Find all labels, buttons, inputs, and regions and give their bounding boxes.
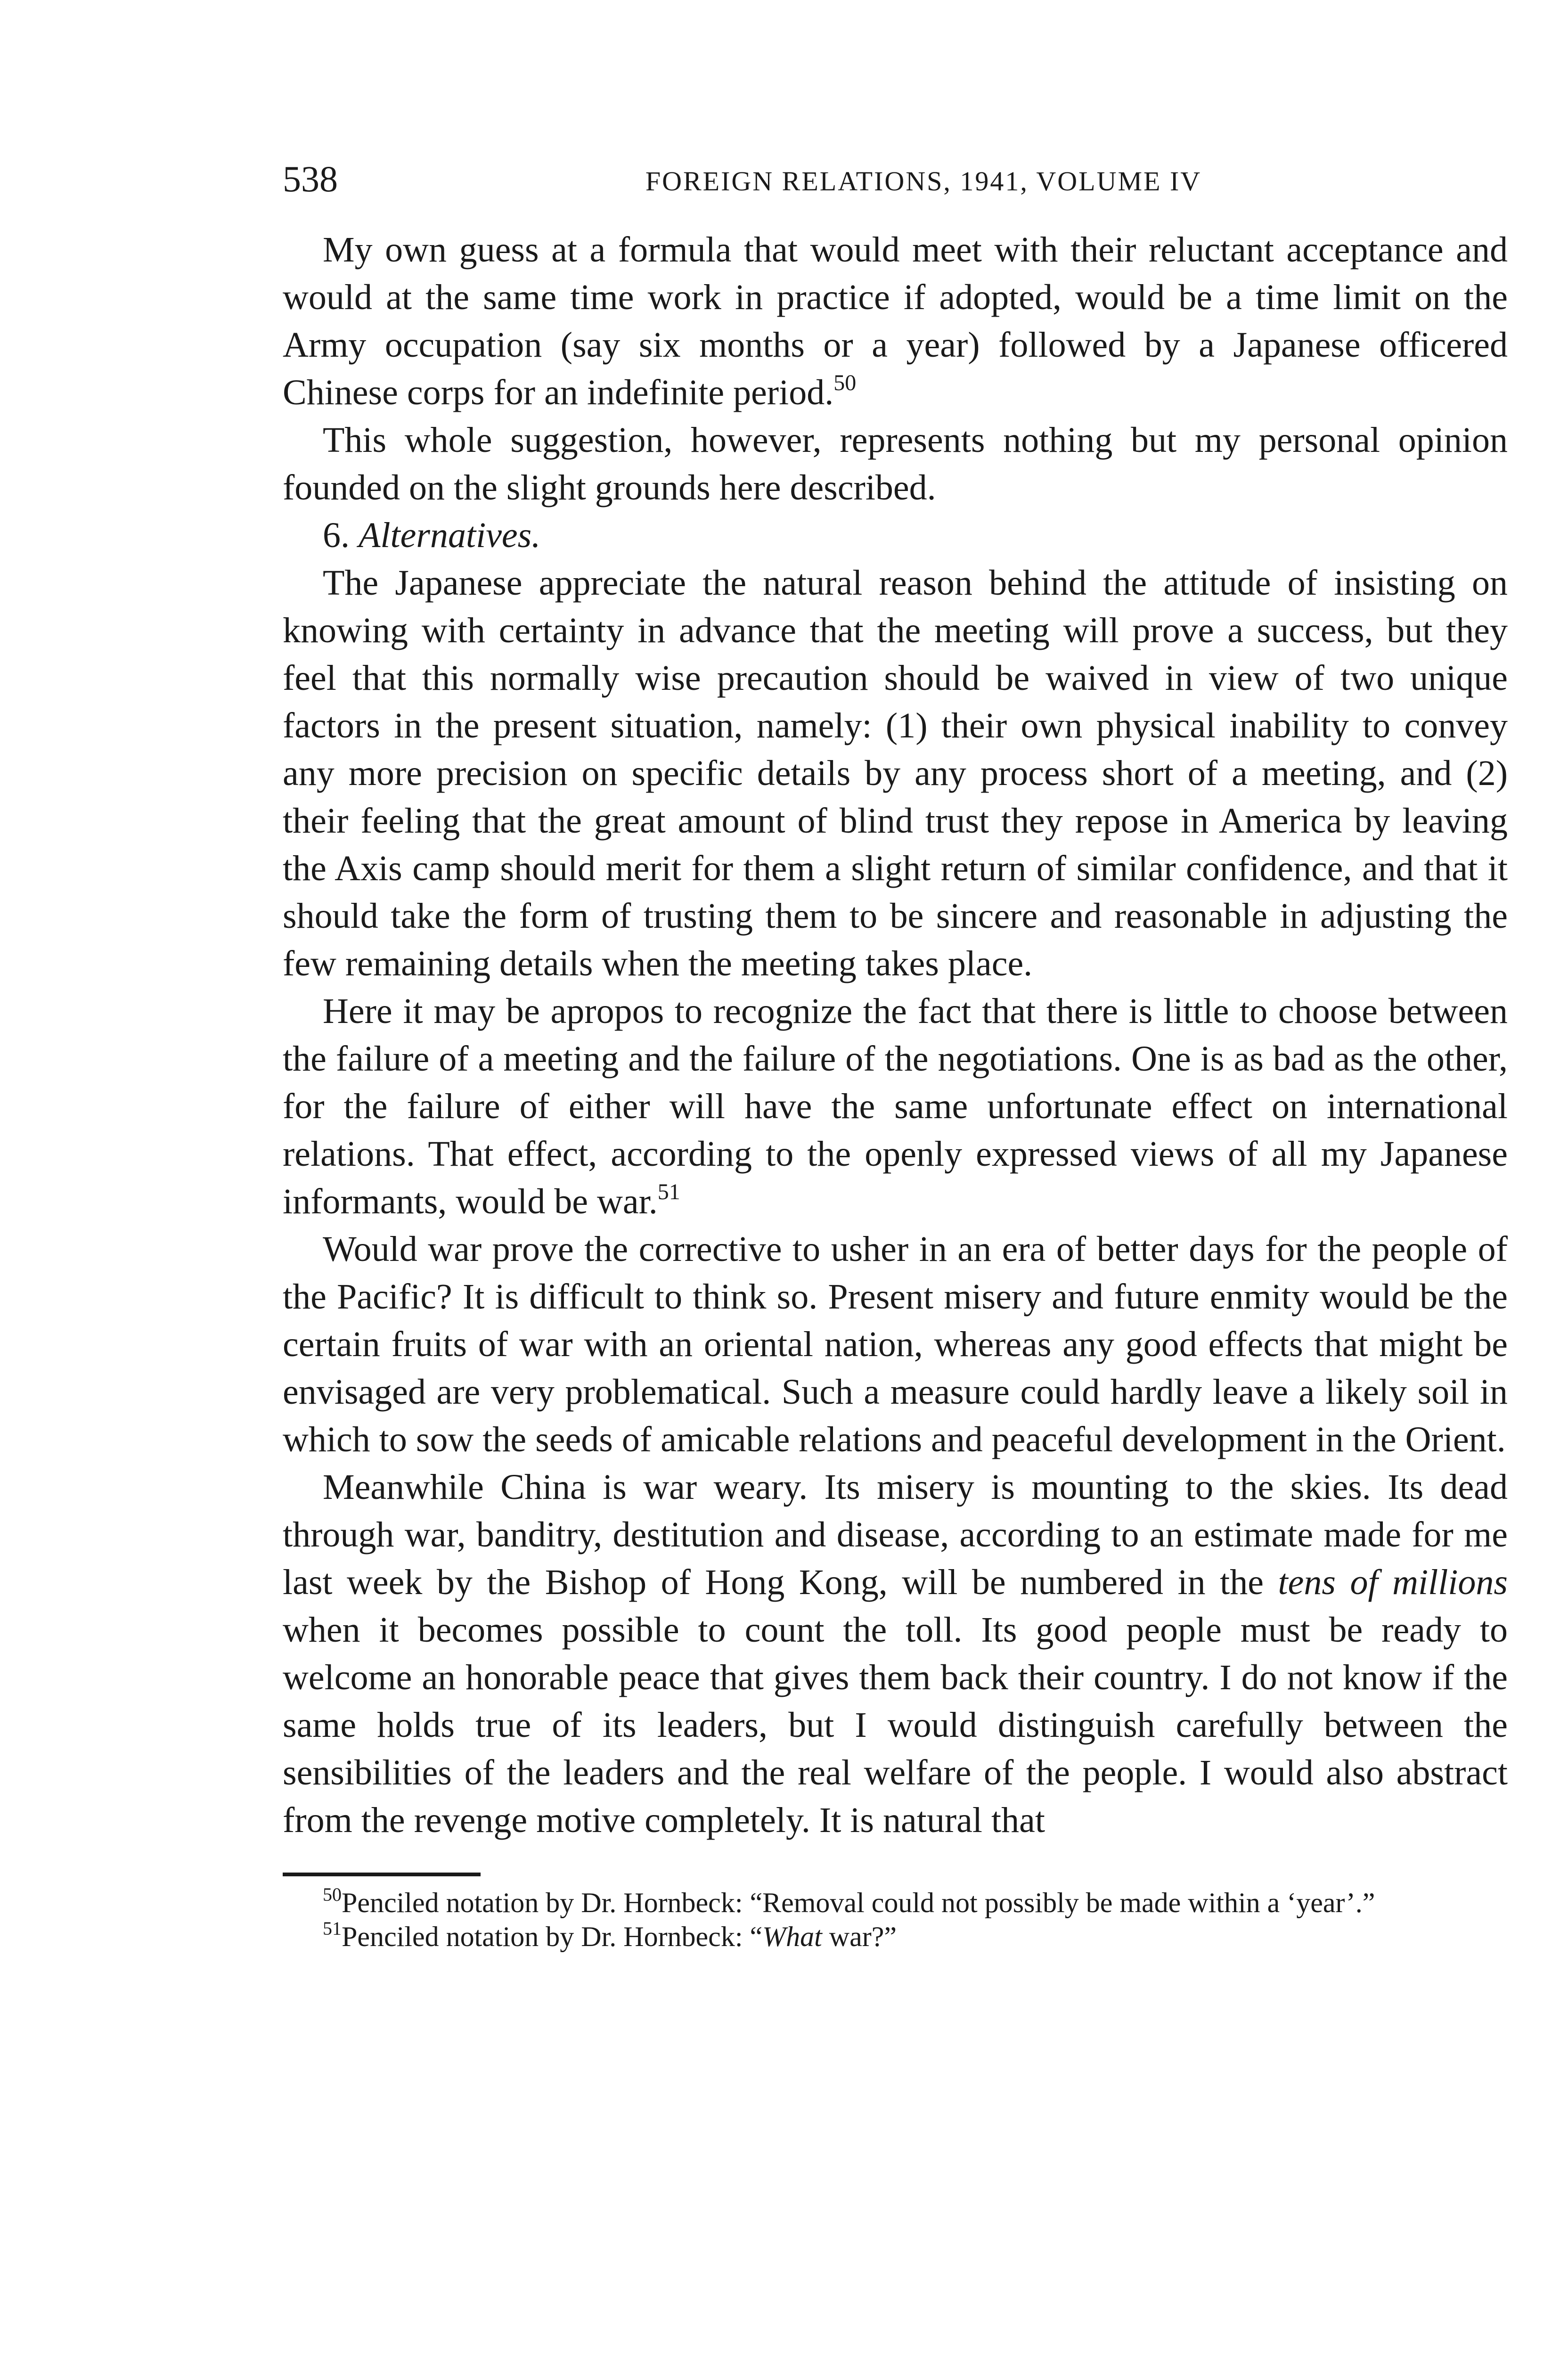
emphasis-tens-of-millions: tens of millions	[1278, 1562, 1508, 1602]
footnote-50-number: 50	[323, 1884, 342, 1905]
paragraph-suggestion: This whole suggestion, however, represents nothing but my personal opinion founded on the slight grounds here described.	[283, 420, 1508, 507]
running-head: FOREIGN RELATIONS, 1941, VOLUME IV	[645, 166, 1202, 196]
section-title: Alternatives.	[359, 515, 541, 555]
paragraph-formula: My own guess at a formula that would meet with their reluctant acceptance and would at the same time work in practice if adopted, would be a time limit on the Army occupation (say six months or a year) followed by a Japanese officered Chinese corps for an indefinite period.$^{50}$	[283, 230, 1508, 412]
footnote-rule	[283, 1873, 481, 1876]
footnotes	[283, 1886, 1508, 1954]
footnote-51-number: 51	[323, 1918, 342, 1939]
page-number: 538	[283, 158, 338, 199]
paragraph-japanese-appreciate: The Japanese appreciate the natural reason behind the attitude of insisting on knowing with certainty in advance that the meeting will prove a success, but they feel that this normally wise precaution should be waived in view of two unique factors in the present situation, namely: (1) their own physical inability to convey any more precision on specific details by any process short of a meeting, and (2) their feeling that the great amount of blind trust they repose in America by leaving the Axis camp should merit for them a slight return of similar confidence, and that it should take the form of trusting them to be sincere and reasonable in adjusting the few remaining details when the meeting takes place.	[283, 563, 1508, 983]
paragraph-war-corrective: Would war prove the corrective to usher in an era of better days for the people of the Pacific? It is difficult to think so. Present misery and future enmity would be the certain fruits of war with an oriental nation, whereas any good effects that might be envisaged are very problematical. Such a measure could hardly leave a likely soil in which to sow the seeds of amicable relations and peaceful development in the Orient.	[283, 1229, 1508, 1459]
footnote-ref-50[interactable]: 50	[833, 370, 857, 395]
paragraph-apropos: Here it may be apropos to recognize the fact that there is little to choose between the failure of a meeting and the failure of the negotiations. One is as bad as the other, for the failure of either will have the same unfortunate effect on international relations. That effect, according to the openly expressed views of all my Japanese informants, would be war.$^{51}$	[283, 991, 1508, 1221]
paragraph-china-weary: Meanwhile China is war weary. Its misery is mounting to the skies. Its dead through war, banditry, destitution and disease, according to an estimate made for me last week by the Bishop of Hong Kong, will be numbered in the tens of millions when it becomes possible to count the toll. Its good people must be ready to welcome an honorable peace that gives them back their country. I do not know if the same holds true of its leaders, but I would distinguish carefully between the sensibilities of the leaders and the real welfare of the people. I would also abstract from the revenge motive completely. It is natural that	[283, 1467, 1508, 1840]
section-heading	[283, 512, 1508, 559]
footnote-50: $^{50}$Penciled notation by Dr. Hornbeck: “Removal could not possibly be made within a ‘year’.”	[323, 1884, 1375, 1918]
footnote-ref-51[interactable]: 51	[657, 1179, 680, 1204]
section-number: 6.	[323, 515, 350, 555]
footnote-51: $^{51}$Penciled notation by Dr. Hornbeck: “What war?”	[323, 1918, 897, 1952]
document-page	[283, 155, 1508, 1954]
page-header	[283, 155, 1508, 207]
body-text	[283, 226, 1508, 1844]
